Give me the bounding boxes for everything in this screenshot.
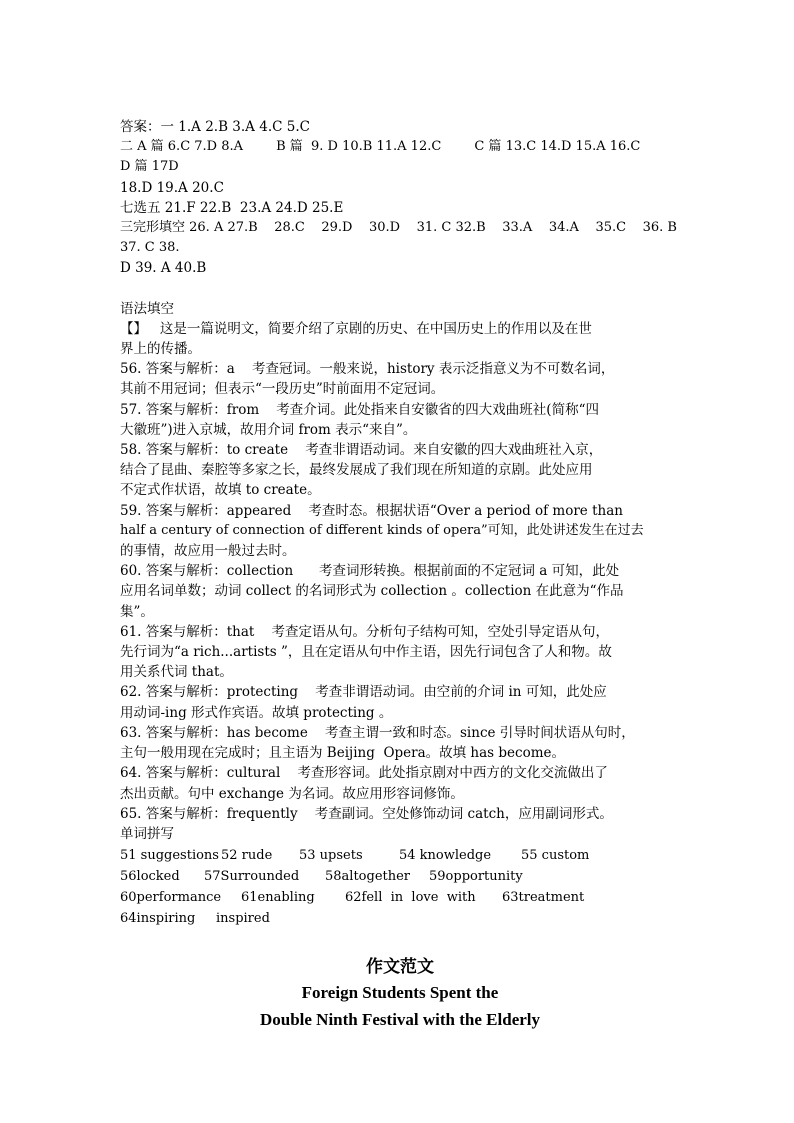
explanation-line: 杰出贡献。句中 exchange 为名词。故应用形容词修饰。: [120, 785, 464, 802]
explanation-line: 56. 答案与解析：a 考查冠词。一般来说，history 表示泛指意义为不可数名词，: [120, 361, 615, 378]
answer-document: [120, 117, 680, 1033]
spelling-word: 63treatment: [502, 889, 585, 905]
answer-line-6: D 39. A 40.B: [120, 260, 207, 277]
spelling-word: 55 custom: [521, 847, 590, 863]
explanation-line: half a century of connection of different kinds of opera”可知，此处讲述发生在过去: [120, 522, 644, 538]
spelling-word: 62fell in love with: [345, 889, 476, 905]
explanation-line: 不定式作状语，故填 to create。: [120, 482, 321, 499]
spelling-row: [120, 887, 680, 908]
explanation-line: 结合了昆曲、秦腔等多家之长，最终发展成了我们现在所知道的京剧。此处应用: [120, 462, 593, 479]
answer-line-3: 18.D 19.A 20.C: [120, 179, 224, 196]
essay-section: [120, 955, 680, 1033]
explanation-line: 57. 答案与解析：from 考查介词。此处指来自安徽省的四大戏曲班社(简称“四: [120, 401, 599, 418]
explanation-line: 65. 答案与解析：frequently 考查副词。空处修饰动词 catch，应用副词形式。: [120, 805, 613, 822]
spelling-word: 59opportunity: [429, 868, 523, 884]
spelling-section: [120, 824, 680, 929]
spelling-word: inspired: [216, 910, 270, 926]
explanation-line: 应用名词单数；动词 collect 的名词形式为 collection 。collection 在此意为“作品: [120, 583, 624, 600]
answer-line-4: 七选五 21.F 22.B 23.A 24.D 25.E: [120, 199, 344, 216]
explanation-line: 58. 答案与解析：to create 考查非谓语动词。来自安徽的四大戏曲班社入京，: [120, 442, 603, 459]
answer-key: [120, 117, 680, 279]
spelling-word: 61enabling: [241, 889, 315, 905]
grammar-intro-line-2: 界上的传播。: [120, 341, 201, 358]
answer-line-1: 答案：一 1.A 2.B 3.A 4.C 5.C: [120, 119, 310, 135]
explanation-line: 63. 答案与解析：has become 考查主谓一致和时态。since 引导时间状语从句时，: [120, 724, 635, 741]
grammar-intro-line-1: 【】 这是一篇说明文，简要介绍了京剧的历史、在中国历史上的作用以及在世: [120, 320, 592, 337]
essay-title: 作文范文: [366, 956, 434, 977]
spelling-row: [120, 866, 680, 887]
explanation-line: 64. 答案与解析：cultural 考查形容词。此处指京剧对中西方的文化交流做出了: [120, 765, 608, 782]
grammar-heading: 语法填空: [120, 300, 174, 317]
essay-subtitle-line-1: Foreign Students Spent the: [301, 982, 499, 1002]
grammar-explanations: [120, 359, 680, 824]
spelling-word: 57Surrounded: [204, 868, 300, 884]
explanation-line: 大徽班”)进入京城，故用介词 from 表示“来自”。: [120, 421, 417, 438]
spelling-word: 54 knowledge: [399, 847, 492, 863]
explanation-line: 61. 答案与解析：that 考查定语从句。分析句子结构可知，空处引导定语从句，: [120, 623, 610, 640]
explanation-line: 60. 答案与解析：collection 考查词形转换。根据前面的不定冠词 a 可知，此处: [120, 563, 620, 580]
explanation-line: 62. 答案与解析：protecting 考查非谓语动词。由空前的介词 in 可知，此处应: [120, 684, 607, 701]
explanation-line: 用动词-ing 形式作宾语。故填 protecting 。: [120, 704, 393, 721]
spelling-word: 60performance: [120, 889, 222, 905]
explanation-line: 集”。: [120, 603, 154, 620]
explanation-line: 的事情，故应用一般过去时。: [120, 543, 296, 560]
explanation-line: 主句一般用现在完成时；且主语为 Beijing Opera。故填 has become。: [120, 745, 566, 762]
spelling-row: [120, 845, 680, 866]
explanation-line: 其前不用冠词；但表示“一段历史”时前面用不定冠词。: [120, 381, 445, 398]
spelling-word: 53 upsets: [299, 847, 363, 863]
spelling-word: 56locked: [120, 868, 180, 884]
answer-line-2: 二 A 篇 6.C 7.D 8.A B 篇 9. D 10.B 11.A 12.C C 篇 13.C 14.D 15.A 16.C D 篇 17D: [120, 139, 674, 175]
spelling-row: [120, 908, 680, 929]
explanation-line: 用关系代词 that。: [120, 664, 233, 681]
grammar-section: [120, 299, 680, 824]
spelling-word: 52 rude: [221, 847, 273, 863]
spelling-word: 51 suggestions: [120, 847, 219, 863]
explanation-line: 先行词为“a rich...artists ”，且在定语从句中作主语，因先行词包含了人和物。故: [120, 644, 612, 661]
spelling-word: 64inspiring: [120, 910, 196, 926]
spelling-word: 58altogether: [325, 868, 411, 884]
spelling-heading: 单词拼写: [120, 825, 174, 842]
explanation-line: 59. 答案与解析：appeared 考查时态。根据状语“Over a period of more than: [120, 502, 623, 519]
essay-subtitle-line-2: Double Ninth Festival with the Elderly: [259, 1009, 541, 1029]
answer-line-5: 三完形填空 26. A 27.B 28.C 29.D 30.D 31. C 32.B 33.A 34.A 35.C 36. B 37. C 38.: [120, 220, 682, 256]
